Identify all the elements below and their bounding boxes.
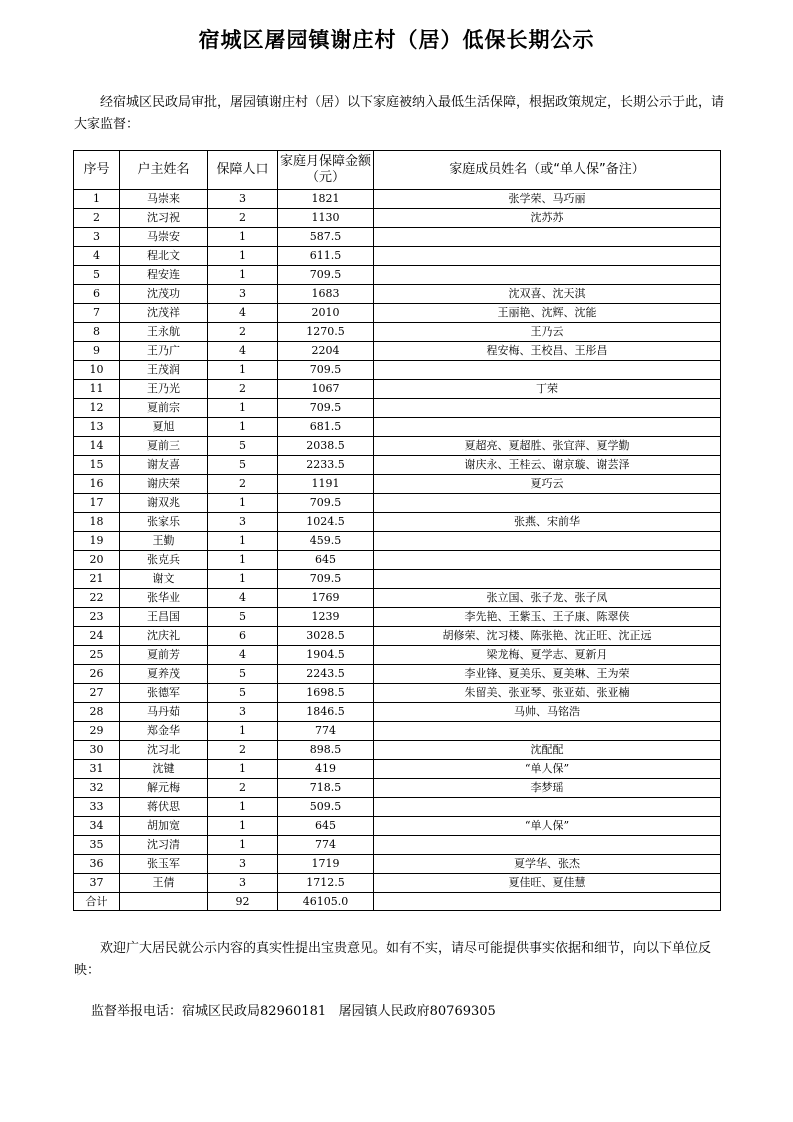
monthly-amount: 587.5 [278,228,374,247]
family-members: 胡修荣、沈习楼、陈张艳、沈正旺、沈正远 [374,627,721,646]
table-row [74,228,721,247]
household-head: 王勤 [120,532,208,551]
monthly-amount: 419 [278,760,374,779]
family-members [374,570,721,589]
family-members: “单人保” [374,817,721,836]
family-members [374,722,721,741]
family-members [374,798,721,817]
header-name: 户主姓名 [120,151,208,190]
covered-persons: 3 [208,703,278,722]
covered-persons: 1 [208,817,278,836]
household-head: 马崇安 [120,228,208,247]
table-row [74,589,721,608]
monthly-amount: 645 [278,551,374,570]
table-row [74,741,721,760]
table-row [74,665,721,684]
monthly-amount: 1769 [278,589,374,608]
header-amount: 家庭月保障金额（元） [278,151,374,190]
row-no: 2 [74,209,120,228]
household-head: 谢庆荣 [120,475,208,494]
monthly-amount: 611.5 [278,247,374,266]
row-no: 35 [74,836,120,855]
hotline-line [91,1000,496,1019]
family-members: 李先艳、王紫玉、王子康、陈翠侠 [374,608,721,627]
family-members: 王丽艳、沈辉、沈能 [374,304,721,323]
row-no: 14 [74,437,120,456]
covered-persons: 5 [208,665,278,684]
row-no: 28 [74,703,120,722]
family-members: “单人保” [374,760,721,779]
household-head: 谢双兆 [120,494,208,513]
family-members [374,551,721,570]
monthly-amount: 1067 [278,380,374,399]
household-head: 张家乐 [120,513,208,532]
monthly-amount: 509.5 [278,798,374,817]
family-members [374,361,721,380]
household-head: 夏前芳 [120,646,208,665]
covered-persons: 1 [208,247,278,266]
row-no: 27 [74,684,120,703]
civil-affairs-name: 宿城区民政局 [182,1004,261,1019]
table-row [74,874,721,893]
header-members: 家庭成员姓名（或“单人保”备注） [374,151,721,190]
table-row [74,836,721,855]
total-members-cell [374,893,721,911]
table-row [74,722,721,741]
monthly-amount: 709.5 [278,494,374,513]
covered-persons: 1 [208,266,278,285]
family-members: 沈配配 [374,741,721,760]
footer-paragraph: 欢迎广大居民就公示内容的真实性提出宝贵意见。如有不实，请尽可能提供事实依据和细节，向以下单位反映： [74,941,712,978]
household-head: 王昌国 [120,608,208,627]
covered-persons: 1 [208,228,278,247]
monthly-amount: 1698.5 [278,684,374,703]
table-row [74,361,721,380]
covered-persons: 1 [208,418,278,437]
covered-persons: 4 [208,646,278,665]
town-gov-name: 屠园镇人民政府 [338,1004,430,1019]
table-row [74,760,721,779]
family-members: 王乃云 [374,323,721,342]
family-members: 梁龙梅、夏学志、夏新月 [374,646,721,665]
household-head: 夏前三 [120,437,208,456]
family-members: 谢庆永、王桂云、谢京璇、谢芸泽 [374,456,721,475]
covered-persons: 1 [208,551,278,570]
town-gov-phone: 80769305 [429,1004,496,1019]
monthly-amount: 1130 [278,209,374,228]
table-row [74,779,721,798]
table-row [74,703,721,722]
table-row [74,494,721,513]
monthly-amount: 3028.5 [278,627,374,646]
family-members: 张学荣、马巧丽 [374,190,721,209]
total-label: 合计 [74,893,120,911]
row-no: 23 [74,608,120,627]
covered-persons: 4 [208,342,278,361]
household-head: 夏养茂 [120,665,208,684]
table-row [74,532,721,551]
row-no: 25 [74,646,120,665]
household-head: 沈庆礼 [120,627,208,646]
family-members: 朱留美、张亚琴、张亚茹、张亚楠 [374,684,721,703]
covered-persons: 2 [208,779,278,798]
family-members: 夏佳旺、夏佳慧 [374,874,721,893]
household-head: 马丹茹 [120,703,208,722]
monthly-amount: 1712.5 [278,874,374,893]
covered-persons: 5 [208,437,278,456]
covered-persons: 5 [208,684,278,703]
monthly-amount: 709.5 [278,361,374,380]
household-head: 程北文 [120,247,208,266]
table-row [74,304,721,323]
row-no: 32 [74,779,120,798]
table-body [74,190,721,893]
household-head: 程安连 [120,266,208,285]
covered-persons: 3 [208,874,278,893]
monthly-amount: 459.5 [278,532,374,551]
civil-affairs-phone: 82960181 [260,1004,327,1019]
family-members [374,266,721,285]
row-no: 22 [74,589,120,608]
household-head: 王茂润 [120,361,208,380]
monthly-amount: 1239 [278,608,374,627]
table-row [74,570,721,589]
monthly-amount: 1683 [278,285,374,304]
covered-persons: 2 [208,475,278,494]
row-no: 18 [74,513,120,532]
monthly-amount: 709.5 [278,570,374,589]
household-head: 沈键 [120,760,208,779]
covered-persons: 3 [208,513,278,532]
monthly-amount: 774 [278,722,374,741]
covered-persons: 1 [208,836,278,855]
household-head: 王倩 [120,874,208,893]
row-no: 29 [74,722,120,741]
row-no: 13 [74,418,120,437]
monthly-amount: 2204 [278,342,374,361]
family-members: 丁荣 [374,380,721,399]
monthly-amount: 681.5 [278,418,374,437]
household-head: 蒋伏思 [120,798,208,817]
household-head: 沈茂祥 [120,304,208,323]
table-row [74,608,721,627]
hotline-label: 监督举报电话： [91,1004,183,1019]
page-title: 宿城区屠园镇谢庄村（居）低保长期公示 [198,28,595,52]
table-row [74,380,721,399]
family-members: 马帅、马铭浩 [374,703,721,722]
covered-persons: 5 [208,456,278,475]
household-head: 王乃光 [120,380,208,399]
covered-persons: 4 [208,304,278,323]
header-no: 序号 [74,151,120,190]
covered-persons: 3 [208,285,278,304]
row-no: 30 [74,741,120,760]
covered-persons: 4 [208,589,278,608]
family-members [374,836,721,855]
household-head: 谢友喜 [120,456,208,475]
table-row [74,475,721,494]
row-no: 3 [74,228,120,247]
household-head: 夏旭 [120,418,208,437]
family-members: 夏巧云 [374,475,721,494]
table-row [74,855,721,874]
row-no: 24 [74,627,120,646]
row-no: 33 [74,798,120,817]
total-name-cell [120,893,208,911]
household-head: 解元梅 [120,779,208,798]
table-row [74,209,721,228]
covered-persons: 1 [208,494,278,513]
household-head: 张克兵 [120,551,208,570]
covered-persons: 1 [208,798,278,817]
family-members: 沈苏苏 [374,209,721,228]
monthly-amount: 709.5 [278,266,374,285]
row-no: 36 [74,855,120,874]
table-row [74,323,721,342]
household-head: 张华业 [120,589,208,608]
household-head: 沈习北 [120,741,208,760]
covered-persons: 5 [208,608,278,627]
table-header-row [74,151,721,190]
table-row [74,513,721,532]
household-head: 沈习清 [120,836,208,855]
family-members [374,418,721,437]
household-head: 胡加宽 [120,817,208,836]
table-row [74,418,721,437]
covered-persons: 1 [208,570,278,589]
household-head: 张玉军 [120,855,208,874]
household-head: 王乃广 [120,342,208,361]
covered-persons: 1 [208,361,278,380]
covered-persons: 3 [208,855,278,874]
covered-persons: 2 [208,209,278,228]
monthly-amount: 774 [278,836,374,855]
family-members [374,399,721,418]
row-no: 6 [74,285,120,304]
table-row [74,684,721,703]
table-row [74,817,721,836]
row-no: 21 [74,570,120,589]
monthly-amount: 1904.5 [278,646,374,665]
row-no: 1 [74,190,120,209]
covered-persons: 2 [208,741,278,760]
row-no: 9 [74,342,120,361]
row-no: 19 [74,532,120,551]
row-no: 5 [74,266,120,285]
covered-persons: 2 [208,323,278,342]
row-no: 34 [74,817,120,836]
monthly-amount: 2038.5 [278,437,374,456]
family-members: 沈双喜、沈天淇 [374,285,721,304]
row-no: 20 [74,551,120,570]
subsistence-table [73,150,721,911]
covered-persons: 1 [208,722,278,741]
row-no: 15 [74,456,120,475]
monthly-amount: 898.5 [278,741,374,760]
family-members: 李业锋、夏美乐、夏美琳、王为荣 [374,665,721,684]
total-row [74,893,721,911]
row-no: 11 [74,380,120,399]
monthly-amount: 645 [278,817,374,836]
household-head: 沈习祝 [120,209,208,228]
covered-persons: 1 [208,760,278,779]
household-head: 马崇来 [120,190,208,209]
monthly-amount: 1270.5 [278,323,374,342]
monthly-amount: 1719 [278,855,374,874]
monthly-amount: 2243.5 [278,665,374,684]
table-row [74,646,721,665]
family-members [374,494,721,513]
header-count: 保障人口 [208,151,278,190]
monthly-amount: 2233.5 [278,456,374,475]
table-row [74,399,721,418]
covered-persons: 3 [208,190,278,209]
table-row [74,247,721,266]
monthly-amount: 718.5 [278,779,374,798]
family-members: 夏超亮、夏超胜、张宜萍、夏学勤 [374,437,721,456]
monthly-amount: 2010 [278,304,374,323]
monthly-amount: 1846.5 [278,703,374,722]
row-no: 10 [74,361,120,380]
table-row [74,285,721,304]
total-amount: 46105.0 [278,893,374,911]
household-head: 王永航 [120,323,208,342]
table-row [74,551,721,570]
family-members: 程安梅、王校昌、王彤昌 [374,342,721,361]
family-members: 张燕、宋前华 [374,513,721,532]
family-members: 张立国、张子龙、张子凤 [374,589,721,608]
row-no: 7 [74,304,120,323]
family-members: 夏学华、张杰 [374,855,721,874]
household-head: 张德军 [120,684,208,703]
total-count: 92 [208,893,278,911]
family-members [374,228,721,247]
covered-persons: 2 [208,380,278,399]
family-members: 李梦瑶 [374,779,721,798]
covered-persons: 6 [208,627,278,646]
household-head: 夏前宗 [120,399,208,418]
monthly-amount: 709.5 [278,399,374,418]
table-row [74,627,721,646]
table-row [74,266,721,285]
covered-persons: 1 [208,532,278,551]
table-row [74,190,721,209]
table-row [74,798,721,817]
table-row [74,456,721,475]
monthly-amount: 1024.5 [278,513,374,532]
household-head: 谢文 [120,570,208,589]
row-no: 37 [74,874,120,893]
family-members [374,247,721,266]
row-no: 26 [74,665,120,684]
household-head: 沈茂功 [120,285,208,304]
household-head: 郑金华 [120,722,208,741]
table-row [74,342,721,361]
row-no: 4 [74,247,120,266]
monthly-amount: 1821 [278,190,374,209]
row-no: 17 [74,494,120,513]
row-no: 16 [74,475,120,494]
row-no: 12 [74,399,120,418]
table-row [74,437,721,456]
family-members [374,532,721,551]
intro-paragraph: 经宿城区民政局审批，屠园镇谢庄村（居）以下家庭被纳入最低生活保障，根据政策规定，长期公示于此，请大家监督： [74,95,725,132]
covered-persons: 1 [208,399,278,418]
monthly-amount: 1191 [278,475,374,494]
row-no: 31 [74,760,120,779]
row-no: 8 [74,323,120,342]
